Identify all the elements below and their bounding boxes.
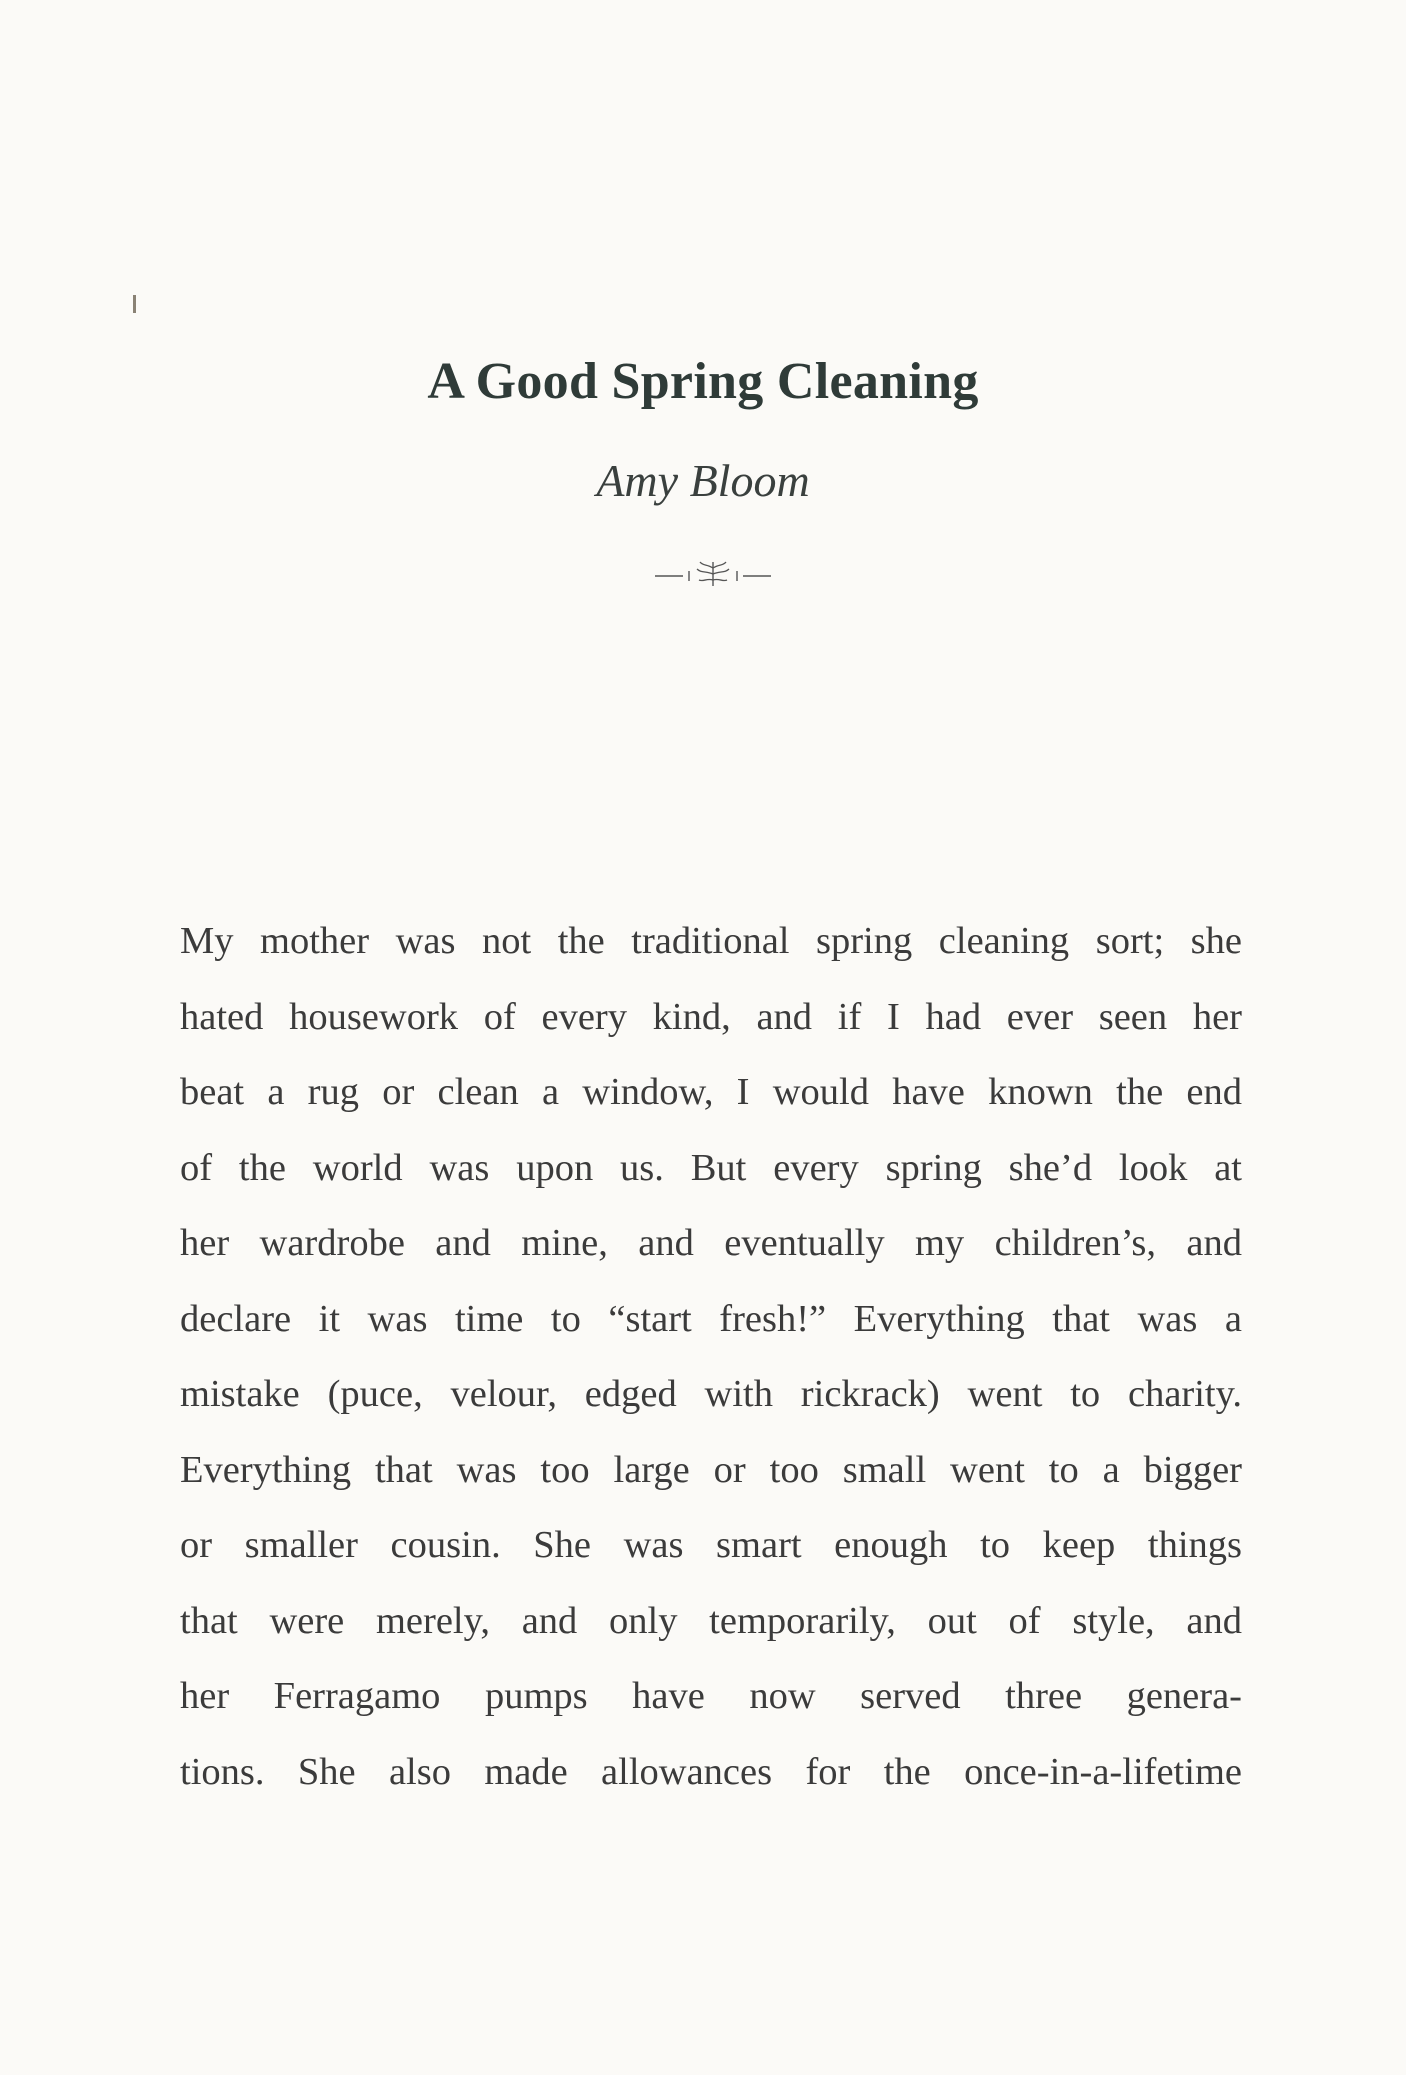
floral-dinkus-icon	[653, 556, 773, 592]
text-line: Everything that was too large or too small went to a bigger	[180, 1448, 1242, 1491]
text-line: mistake (puce, velour, edged with rickrack) went to charity.	[180, 1373, 1242, 1415]
chapter-title: A Good Spring Cleaning	[427, 353, 979, 410]
text-line: or smaller cousin. She was smart enough to keep things	[180, 1524, 1242, 1566]
text-line: her Ferragamo pumps have now served three genera-	[180, 1675, 1242, 1717]
text-line: her wardrobe and mine, and eventually my children’s, and	[180, 1222, 1242, 1264]
chapter-author: Amy Bloom	[596, 455, 810, 506]
text-line: beat a rug or clean a window, I would have known the end	[180, 1071, 1242, 1113]
text-line: tions. She also made allowances for the once-in-a-lifetime	[180, 1750, 1242, 1793]
paper-speck	[133, 295, 136, 313]
text-line: declare it was time to “start fresh!” Everything that was a	[180, 1297, 1242, 1340]
text-line: hated housework of every kind, and if I had ever seen her	[180, 995, 1242, 1038]
text-line: that were merely, and only temporarily, out of style, and	[180, 1599, 1242, 1642]
text-line: My mother was not the traditional spring cleaning sort; she	[180, 920, 1242, 962]
text-line: of the world was upon us. But every spring she’d look at	[180, 1146, 1242, 1189]
body-text	[180, 904, 1242, 1810]
